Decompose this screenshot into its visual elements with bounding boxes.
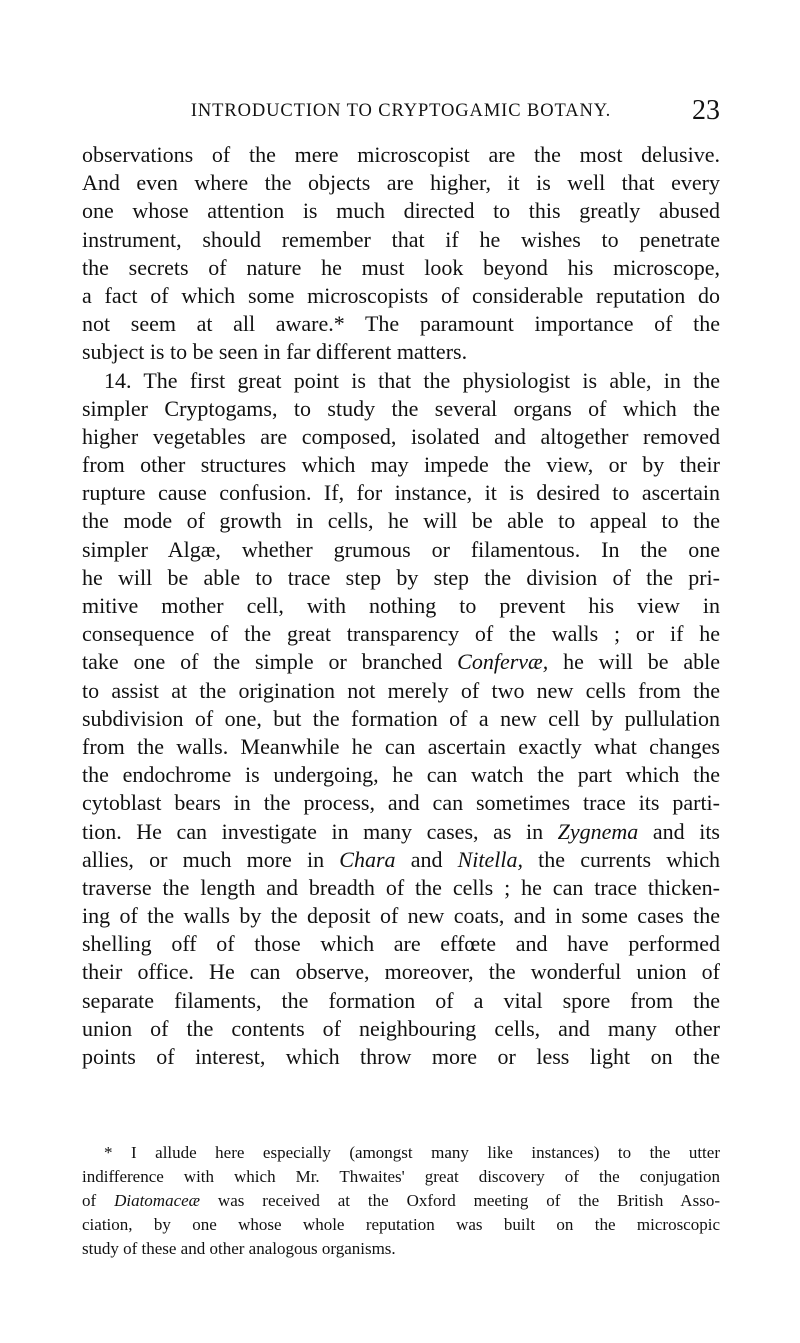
text-line: the secrets of nature he must look beyond his microscope, [82,254,720,280]
text-line: mitive mother cell, with nothing to prevent his view in [82,593,720,618]
text-line: subdivision of one, but the formation of a new cell by pullulation [82,705,720,731]
footnote-line: study of these and other analogous organisms. [82,1239,396,1258]
text-line: And even where the objects are higher, it is well that every [82,170,720,196]
text-line: not seem at all aware.* The paramount importance of the [82,311,720,337]
italic-term: Chara [339,846,396,872]
line-end: he will be able [548,649,721,675]
text-line: 14. The first great point is that the physiologist is able, in the [104,367,720,393]
text-line: consequence of the great transparency of the walls ; or if he [82,621,720,647]
footnote-line: ciation, by one whose whole reputation was built on the microscopic [82,1215,720,1234]
text-line: traverse the length and breadth of the cells ; he can trace thicken- [82,874,720,900]
text-line: he will be able to trace step by step the division of the pri- [82,564,720,590]
text-line: simpler Cryptogams, to study the several organs of which the [82,395,720,421]
text-line: to assist at the origination not merely of two new cells from the [82,677,720,703]
line-start: tion. He can investigate in many cases, as in [82,818,558,844]
body-text [82,141,720,1071]
line-end: and its [638,818,720,844]
text-line: shelling off of those which are effœte and have performed [82,931,720,957]
text-line: ing of the walls by the deposit of new coats, and in some cases the [82,903,720,929]
text-line: instrument, should remember that if he wishes to penetrate [82,226,720,252]
footnote-line-mixed [82,1189,720,1213]
text-line: subject is to be seen in far different matters. [82,339,468,365]
text-line: their office. He can observe, moreover, the wonderful union of [82,959,720,985]
text-line: the mode of growth in cells, he will be able to appeal to the [82,508,720,534]
footnote-line: * I allude here especially (amongst many like instances) to the utter [104,1143,720,1162]
footnote [82,1141,720,1261]
footnote-tail: was received at the Oxford meeting of the British Asso- [200,1191,720,1210]
text-line: from the walls. Meanwhile he can ascertain exactly what changes [82,733,720,759]
running-head [82,97,720,127]
text-line-mixed [82,648,720,676]
text-line-mixed [82,846,720,874]
line-mid: and [395,846,458,872]
text-line: points of interest, which throw more or less light on the [82,1044,720,1069]
text-line: from other structures which may impede the view, or by their [82,452,720,478]
text-line: the endochrome is undergoing, he can watch the part which the [82,762,720,788]
footnote-line: indifference with which Mr. Thwaites' great discovery of the conjugation [82,1167,720,1186]
line-start: take one of the simple or branched [82,649,458,675]
line-end: the currents which [523,846,721,872]
text-line: a fact of which some microscopists of considerable reputation do [82,282,720,308]
italic-term: Diatomaceæ [114,1191,201,1210]
text-line: one whose attention is much directed to this greatly abused [82,198,720,224]
line-start: allies, or much more in [82,846,340,872]
text-line: separate filaments, the formation of a vital spore from the [82,987,720,1013]
running-title: INTRODUCTION TO CRYPTOGAMIC BOTANY. [190,101,612,121]
text-line: rupture cause confusion. If, for instance, it is desired to ascertain [82,480,720,506]
text-line: higher vegetables are composed, isolated and altogether removed [82,423,720,449]
page-number: 23 [692,95,720,126]
text-line-mixed [82,818,720,846]
text-line: observations of the mere microscopist are the most delusive. [82,142,720,167]
text-line: cytoblast bears in the process, and can sometimes trace its parti- [82,790,720,816]
text-line: simpler Algæ, whether grumous or filamentous. In the one [82,536,720,562]
text-line: union of the contents of neighbouring cells, and many other [82,1015,720,1041]
italic-term: Zygnema [557,818,639,844]
footnote-prefix: of [82,1191,115,1210]
italic-term: Nitella, [457,846,524,872]
italic-term: Confervæ, [457,649,549,675]
